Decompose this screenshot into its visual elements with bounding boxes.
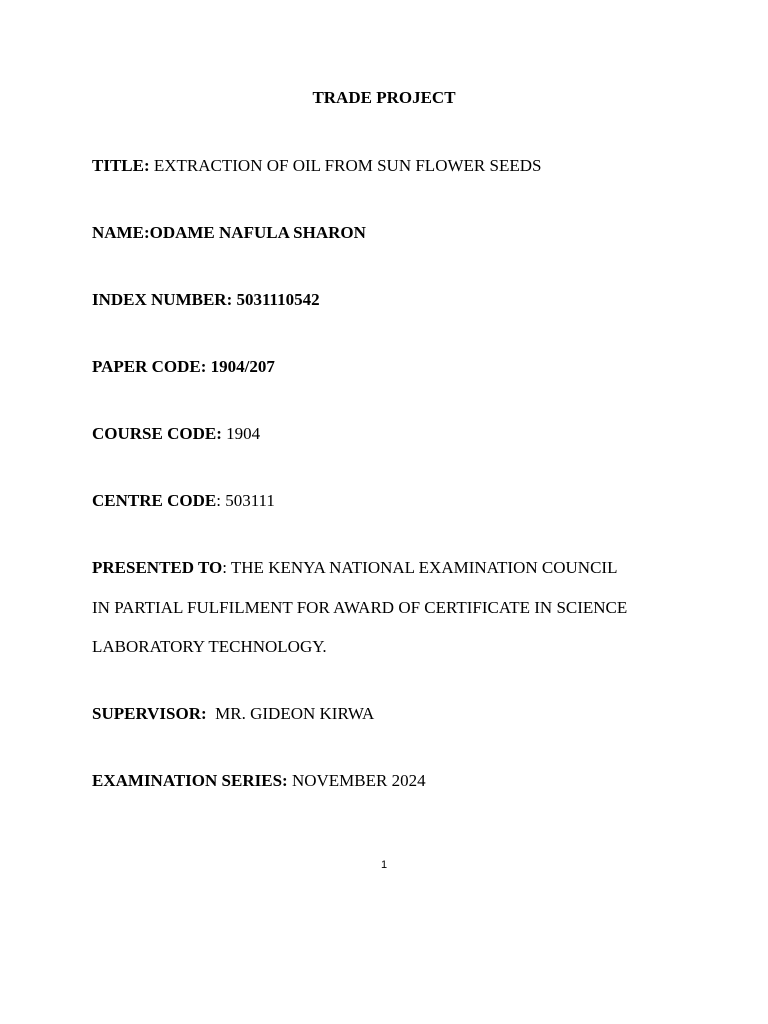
- examination-series-value: NOVEMBER 2024: [287, 771, 426, 790]
- name-label: NAME:ODAME NAFULA SHARON: [92, 223, 366, 242]
- title-label: TITLE:: [92, 156, 150, 175]
- presented-to-line-2: IN PARTIAL FULFILMENT FOR AWARD OF CERTIFICATE IN SCIENCE: [92, 598, 628, 617]
- paper-code-line: [92, 356, 275, 378]
- course-code-value: 1904: [221, 424, 261, 443]
- supervisor-value: MR. GIDEON KIRWA: [206, 704, 375, 723]
- presented-to-value: : THE KENYA NATIONAL EXAMINATION COUNCIL: [222, 558, 618, 577]
- centre-code-label: CENTRE CODE: [92, 491, 217, 510]
- centre-code-value: : 503111: [216, 491, 275, 510]
- centre-code-line: [92, 490, 275, 512]
- name-line: [92, 222, 366, 244]
- supervisor-line: [92, 703, 374, 725]
- title-line: [92, 155, 541, 177]
- presented-to-label: PRESENTED TO: [92, 558, 223, 577]
- examination-series-line: [92, 770, 426, 792]
- page-number: 1: [380, 859, 388, 871]
- index-number-line: [92, 289, 320, 311]
- index-number-label: INDEX NUMBER: 5031110542: [92, 290, 320, 309]
- document-heading: TRADE PROJECT: [312, 88, 456, 107]
- course-code-line: [92, 423, 260, 445]
- supervisor-label: SUPERVISOR:: [92, 704, 207, 723]
- presented-to-line: [92, 557, 617, 579]
- course-code-label: COURSE CODE:: [92, 424, 222, 443]
- presented-to-line-3: LABORATORY TECHNOLOGY.: [92, 637, 327, 656]
- title-value: EXTRACTION OF OIL FROM SUN FLOWER SEEDS: [149, 156, 542, 175]
- examination-series-label: EXAMINATION SERIES:: [92, 771, 288, 790]
- paper-code-label: PAPER CODE: 1904/207: [92, 357, 275, 376]
